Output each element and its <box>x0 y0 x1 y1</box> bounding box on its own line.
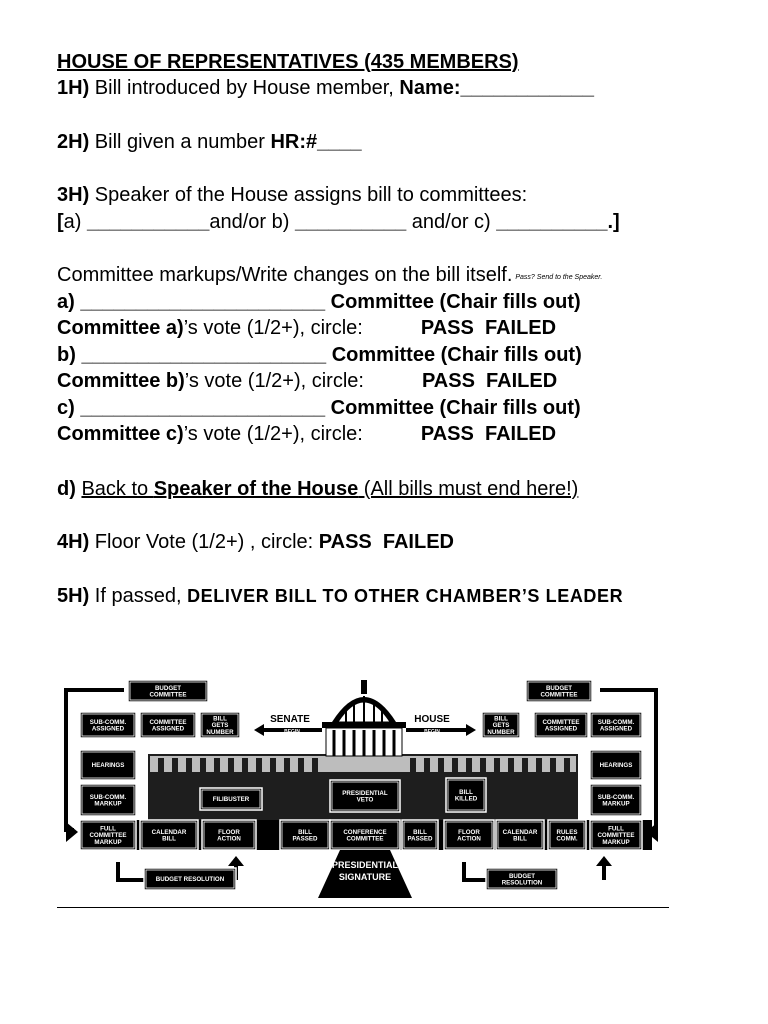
svg-text:COMMITTEE: COMMITTEE <box>540 691 578 699</box>
svg-text:BUDGET RESOLUTION: BUDGET RESOLUTION <box>155 876 225 884</box>
vote-text: ’s vote (1/2+), circle: <box>183 317 363 339</box>
name-label: Name: <box>399 77 461 99</box>
svg-text:BILL: BILL <box>513 835 527 843</box>
vote-label: Committee a) <box>57 317 184 339</box>
step-label: 1H) <box>57 77 90 99</box>
bill-passed-left <box>280 820 330 850</box>
legislative-process-diagram <box>60 672 670 908</box>
svg-text:SUB-COMM.: SUB-COMM. <box>597 793 635 801</box>
step-text: If passed, <box>89 585 188 607</box>
option-c: and/or c) <box>406 211 497 233</box>
svg-text:RESOLUTION: RESOLUTION <box>501 879 543 887</box>
committee-assigned-left <box>140 712 196 738</box>
svg-text:FULL: FULL <box>100 825 116 833</box>
step-d <box>57 477 578 501</box>
step-5h <box>57 584 623 608</box>
bottom-rule <box>57 907 669 908</box>
failed-option[interactable]: FAILED <box>486 370 558 392</box>
step-note: (All bills must end here!) <box>358 478 579 500</box>
svg-text:ACTION: ACTION <box>217 835 241 843</box>
committee-label: b) <box>57 344 76 366</box>
svg-text:BILL: BILL <box>213 715 227 723</box>
sub-comm-markup-left <box>80 784 136 816</box>
calendar-bill-left <box>140 820 198 850</box>
bracket-close: .] <box>607 211 620 233</box>
presidential-signature-line2: SIGNATURE <box>338 872 392 882</box>
sub-comm-assigned-left <box>80 712 136 738</box>
svg-text:COMMITTEE: COMMITTEE <box>149 718 187 726</box>
committee-c-vote <box>57 422 556 446</box>
committee-b-blank[interactable]: __________ <box>294 211 407 233</box>
svg-text:SUB-COMM.: SUB-COMM. <box>89 793 127 801</box>
pass-option[interactable]: PASS <box>420 317 474 339</box>
chair-note: Committee (Chair fills out) <box>330 397 581 419</box>
svg-text:ASSIGNED: ASSIGNED <box>91 725 125 733</box>
svg-text:BILL: BILL <box>459 788 473 796</box>
full-committee-markup-left <box>80 820 136 850</box>
step-d-underlined <box>81 478 578 500</box>
svg-text:FULL: FULL <box>608 825 624 833</box>
svg-text:BUDGET: BUDGET <box>508 872 536 880</box>
committee-label: a) <box>57 291 75 313</box>
failed-option[interactable]: FAILED <box>484 317 557 339</box>
step-label: 5H) <box>57 585 90 607</box>
svg-text:MARKUP: MARKUP <box>602 838 630 846</box>
vote-label: Committee c) <box>57 423 184 445</box>
presidential-veto-box <box>330 780 400 812</box>
name-blank[interactable]: ____________ <box>460 77 595 99</box>
svg-text:RULES: RULES <box>556 828 578 836</box>
committee-label: c) <box>57 397 75 419</box>
svg-text:CONFERENCE: CONFERENCE <box>343 828 387 836</box>
svg-text:MARKUP: MARKUP <box>602 800 630 808</box>
svg-text:GETS: GETS <box>492 722 510 730</box>
house-begin-label: BEGIN <box>424 729 440 735</box>
capitol-dome-icon <box>322 680 406 756</box>
step-text: Floor Vote (1/2+) , circle: <box>89 531 319 553</box>
step-text: Bill given a number <box>89 131 271 153</box>
committee-a-vote <box>57 316 556 340</box>
page-title: HOUSE OF REPRESENTATIVES (435 MEMBERS) <box>57 51 519 73</box>
step-label: 2H) <box>57 131 90 153</box>
markup-instructions <box>57 263 602 290</box>
step-3h <box>57 183 527 207</box>
conference-committee-box <box>330 820 400 850</box>
svg-text:BILL: BILL <box>162 835 176 843</box>
svg-text:HEARINGS: HEARINGS <box>599 762 633 770</box>
step-2h <box>57 130 362 154</box>
svg-text:COMMITTEE: COMMITTEE <box>149 691 187 699</box>
bill-passed-right <box>402 820 438 850</box>
bill-gets-number-right <box>482 712 520 738</box>
vote-text: ’s vote (1/2+), circle: <box>183 423 363 445</box>
svg-text:COMMITTEE: COMMITTEE <box>542 718 580 726</box>
hr-number-label: HR:# <box>270 131 318 153</box>
step-1h <box>57 76 594 100</box>
hearings-left <box>80 750 136 780</box>
svg-text:MARKUP: MARKUP <box>94 800 122 808</box>
svg-text:ASSIGNED: ASSIGNED <box>599 725 633 733</box>
chair-note: Committee (Chair fills out) <box>331 344 582 366</box>
svg-text:GETS: GETS <box>211 722 229 730</box>
option-b: and/or b) <box>209 211 295 233</box>
svg-text:SUB-COMM.: SUB-COMM. <box>597 718 635 726</box>
full-committee-markup-right <box>590 820 642 850</box>
svg-text:SUB-COMM.: SUB-COMM. <box>89 718 127 726</box>
floor-action-right <box>444 820 494 850</box>
committee-c-row <box>57 396 581 420</box>
committee-name-blank[interactable]: ______________________ <box>75 344 332 366</box>
bill-killed-box <box>446 778 486 812</box>
committee-b-vote <box>57 369 557 393</box>
chair-note: Committee (Chair fills out) <box>330 291 581 313</box>
svg-text:PASSED: PASSED <box>292 835 318 843</box>
svg-text:FLOOR: FLOOR <box>458 828 480 836</box>
committee-name-blank[interactable]: ______________________ <box>74 291 331 313</box>
svg-text:KILLED: KILLED <box>454 795 478 803</box>
pass-option[interactable]: PASS <box>421 370 475 392</box>
rules-comm-box <box>548 820 586 850</box>
budget-committee-left <box>128 680 208 702</box>
step-label: d) <box>57 478 76 500</box>
svg-text:COMMITTEE: COMMITTEE <box>89 832 127 840</box>
budget-committee-right <box>526 680 592 702</box>
markup-text: Committee markups/Write changes on the bill itself. <box>57 264 513 286</box>
svg-text:COMMITTEE: COMMITTEE <box>597 832 635 840</box>
senate-begin-label: BEGIN <box>284 729 300 735</box>
floor-action-left <box>202 820 256 850</box>
committee-c-blank[interactable]: __________ <box>496 211 608 233</box>
step-4h <box>57 530 454 554</box>
committee-name-blank[interactable]: ______________________ <box>74 397 331 419</box>
svg-text:COMMITTEE: COMMITTEE <box>346 835 384 843</box>
svg-text:ASSIGNED: ASSIGNED <box>151 725 185 733</box>
bracket-open: [ <box>57 211 64 233</box>
step-label: 4H) <box>57 531 90 553</box>
svg-text:PRESIDENTIAL: PRESIDENTIAL <box>342 789 388 797</box>
senate-label: SENATE <box>270 714 310 725</box>
vote-text: ’s vote (1/2+), circle: <box>184 370 364 392</box>
failed-option[interactable]: FAILED <box>484 423 557 445</box>
pass-option[interactable]: PASS <box>318 531 372 553</box>
hearings-right <box>590 750 642 780</box>
svg-text:BILL: BILL <box>494 715 508 723</box>
presidential-signature-line1: PRESIDENTIAL <box>331 860 399 870</box>
step-text: Back to <box>81 478 154 500</box>
pass-option[interactable]: PASS <box>420 423 474 445</box>
calendar-bill-right <box>496 820 544 850</box>
budget-resolution-right <box>486 868 558 890</box>
committee-b-row <box>57 343 582 367</box>
deliver-instruction: DELIVER BILL TO OTHER CHAMBER’S LEADER <box>187 586 624 606</box>
house-label: HOUSE <box>414 714 450 725</box>
sub-comm-assigned-right <box>590 712 642 738</box>
svg-text:NUMBER: NUMBER <box>206 728 234 736</box>
svg-text:VETO: VETO <box>356 796 374 804</box>
hr-number-blank[interactable]: ____ <box>317 131 362 153</box>
svg-text:ACTION: ACTION <box>457 835 481 843</box>
svg-text:BILL: BILL <box>298 828 312 836</box>
committee-assignment-row <box>57 210 620 234</box>
svg-text:FILIBUSTER: FILIBUSTER <box>212 796 250 804</box>
step-text: Speaker of the House assigns bill to committees: <box>89 184 528 206</box>
markup-note: Pass? Send to the Speaker. <box>515 274 603 281</box>
svg-text:BILL: BILL <box>413 828 427 836</box>
committee-a-blank[interactable]: ___________ <box>87 211 210 233</box>
option-a: a) <box>63 211 88 233</box>
committee-assigned-right <box>534 712 588 738</box>
svg-text:HEARINGS: HEARINGS <box>91 762 125 770</box>
step-label: 3H) <box>57 184 90 206</box>
filibuster-box <box>200 788 262 810</box>
step-text: Bill introduced by House member, <box>89 77 400 99</box>
svg-text:BUDGET: BUDGET <box>545 684 573 692</box>
svg-text:ASSIGNED: ASSIGNED <box>544 725 578 733</box>
failed-option[interactable]: FAILED <box>382 531 454 553</box>
svg-text:BUDGET: BUDGET <box>154 684 182 692</box>
vote-label: Committee b) <box>57 370 185 392</box>
sub-comm-markup-right <box>590 784 642 816</box>
budget-resolution-left <box>144 868 236 890</box>
committee-a-row <box>57 290 581 314</box>
bill-gets-number-left <box>200 712 240 738</box>
svg-text:NUMBER: NUMBER <box>487 728 515 736</box>
svg-text:CALENDAR: CALENDAR <box>502 828 538 836</box>
svg-text:COMM.: COMM. <box>556 835 578 843</box>
speaker-label: Speaker of the House <box>153 478 359 500</box>
svg-text:PASSED: PASSED <box>407 835 433 843</box>
svg-text:CALENDAR: CALENDAR <box>151 828 187 836</box>
svg-text:MARKUP: MARKUP <box>94 838 122 846</box>
svg-text:FLOOR: FLOOR <box>218 828 240 836</box>
